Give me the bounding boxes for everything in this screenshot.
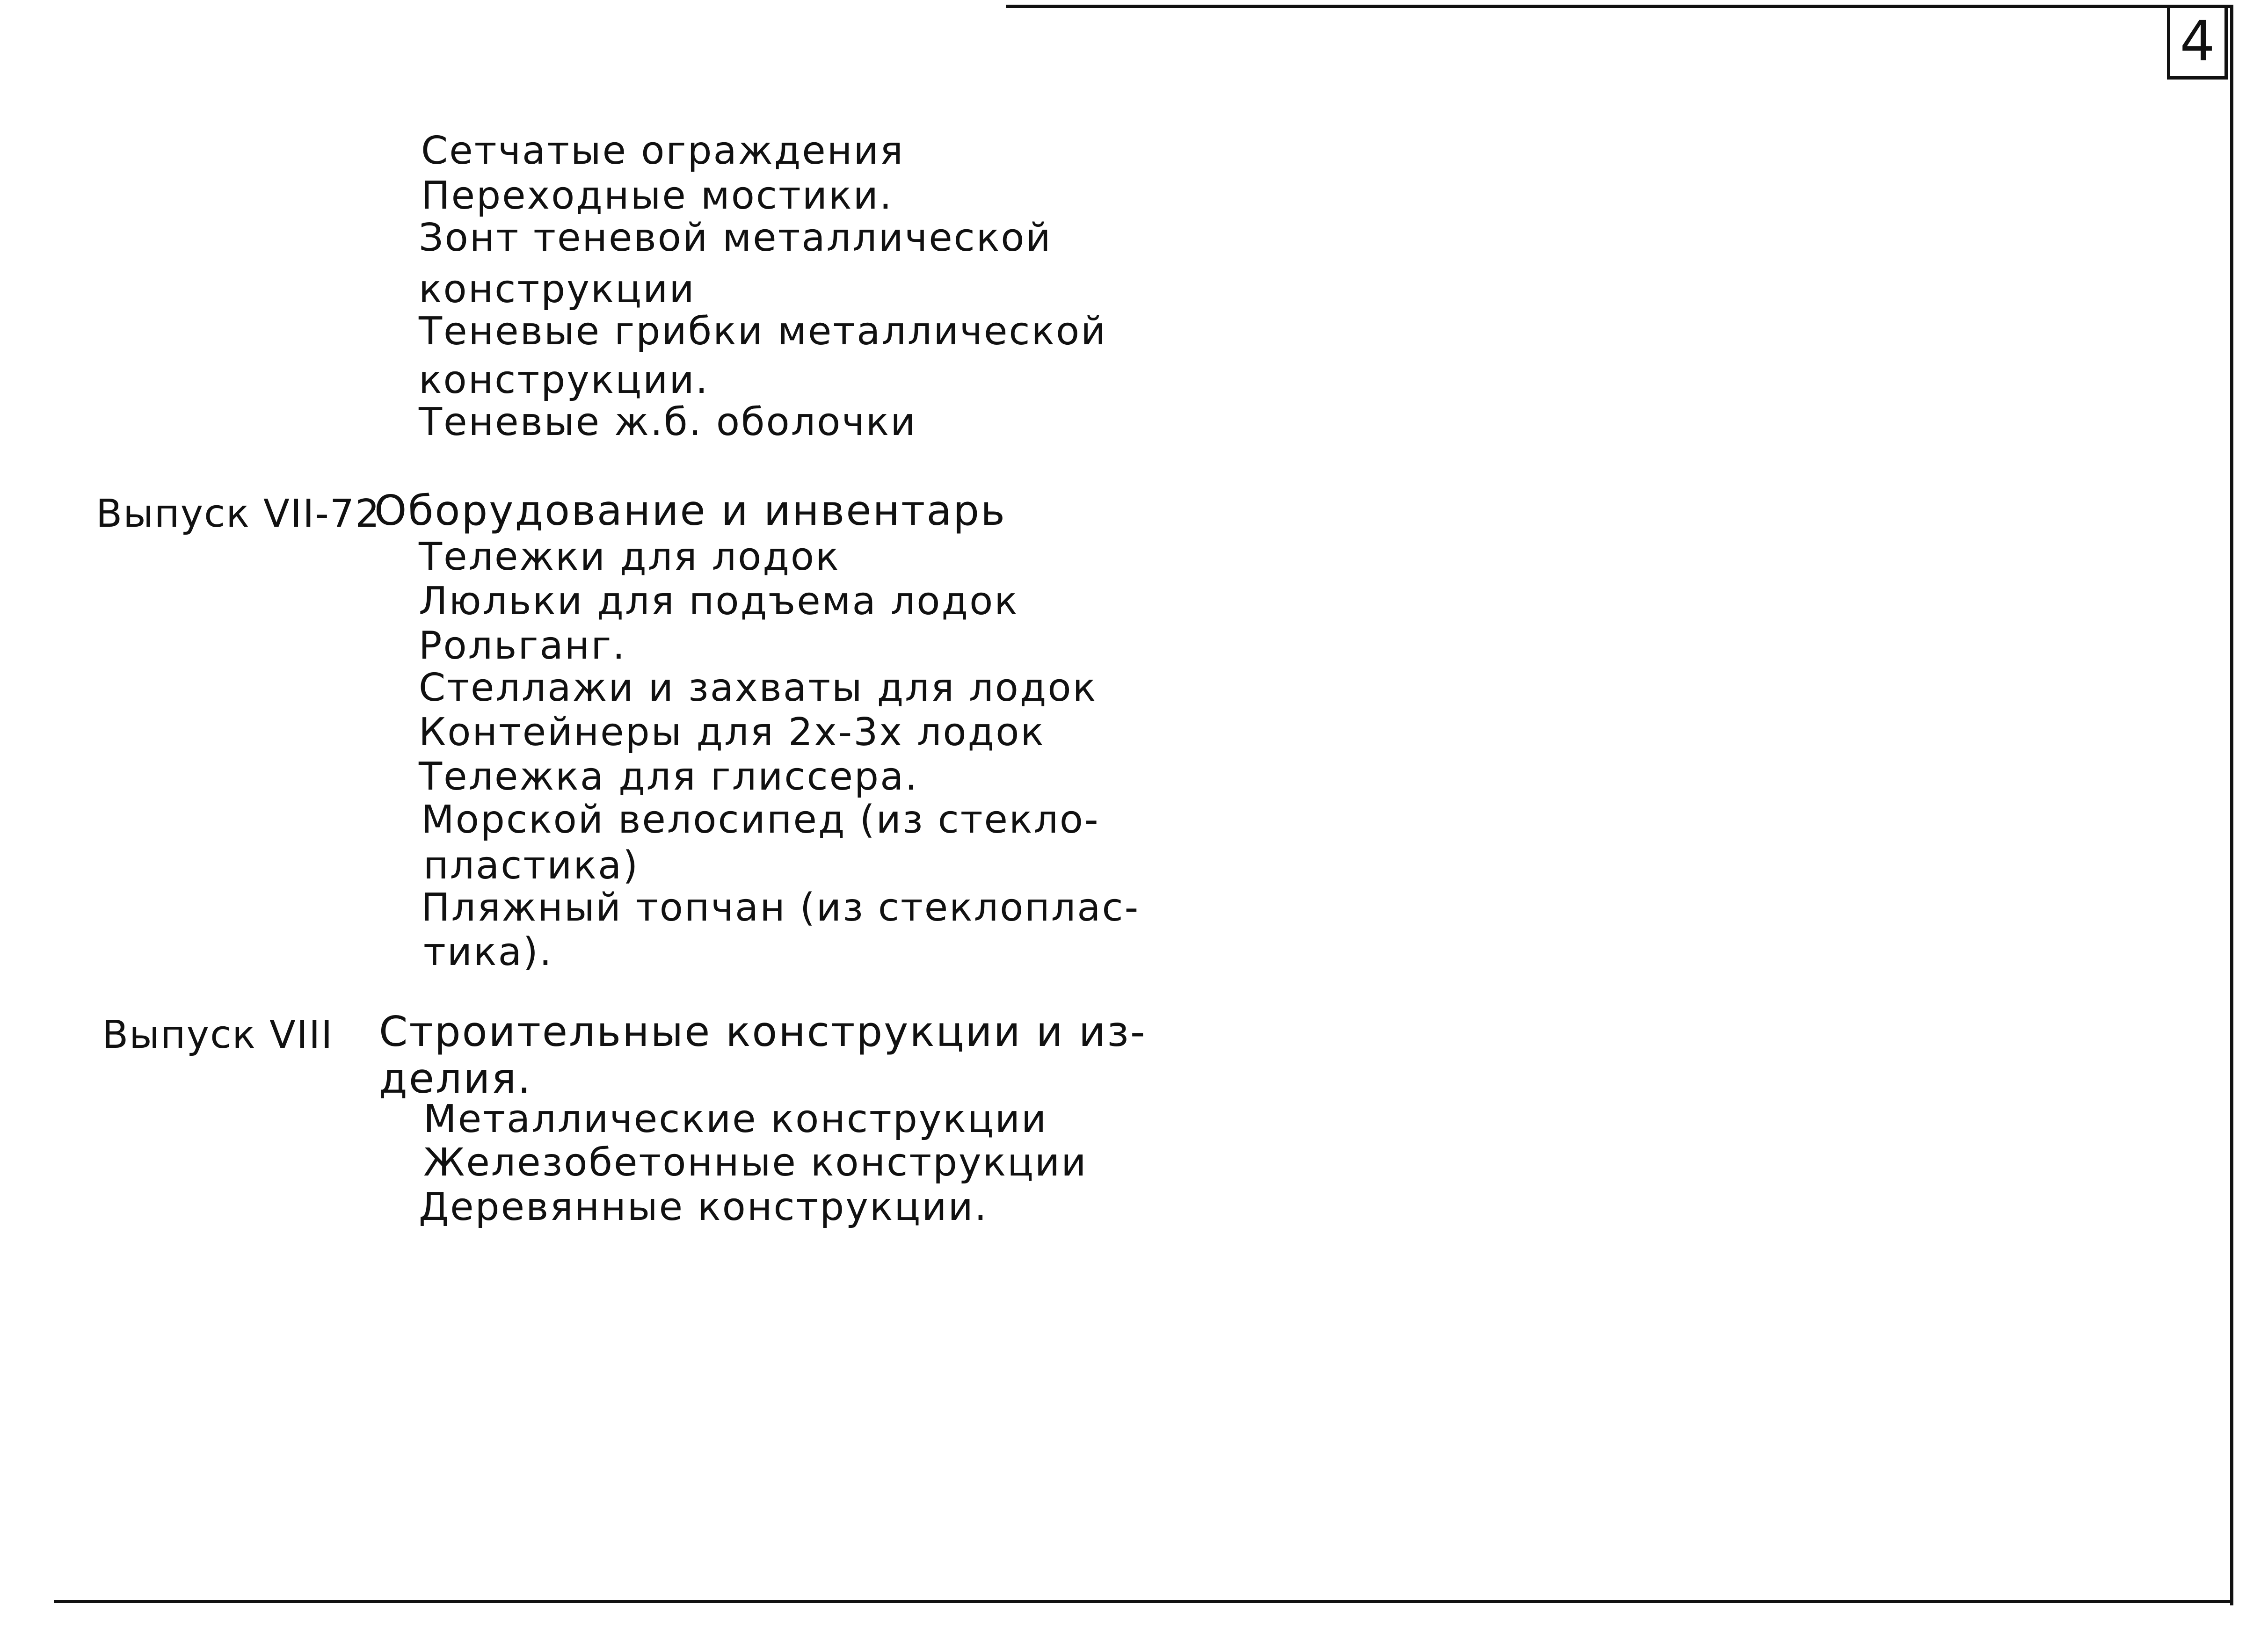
list-item: Тележка для глиссера. [419,755,919,799]
section-label: Выпуск VIII [102,1013,334,1057]
list-item: Теневые грибки металлической [419,309,1107,354]
right-border-line [2230,5,2233,1605]
top-border-line [1006,5,2233,8]
list-item: Переходные мостики. [421,174,893,218]
section-title-continuation: делия. [379,1054,532,1103]
list-item: Стеллажи и захваты для лодок [419,666,1098,710]
list-item: Теневые ж.б. оболочки [419,400,917,444]
section-title: Оборудование и инвентарь [374,486,1006,535]
list-item: Тележки для лодок [419,535,840,579]
list-item: Рольганг. [419,624,626,668]
list-item: Металлические конструкции [423,1097,1048,1141]
list-item: Зонт теневой металлической [419,216,1052,260]
list-item: Сетчатые ограждения [421,129,904,173]
section-label: Выпуск VII-72 [96,492,381,536]
page-number: 4 [2167,6,2228,80]
list-item: конструкции. [419,358,709,402]
list-item: Пляжный топчан (из стеклоплас- [421,885,1140,930]
list-item: Железобетонные конструкции [423,1140,1088,1185]
list-item: Морской велосипед (из стекло- [421,798,1100,842]
list-item: Люльки для подъема лодок [419,579,1019,624]
bottom-border-line [54,1600,2233,1603]
list-item: Контейнеры для 2х-3х лодок [419,710,1045,755]
list-item: тика). [423,930,553,974]
list-item: конструкции [419,267,696,312]
list-item: Деревянные конструкции. [419,1185,988,1229]
list-item: пластика) [423,843,640,888]
section-title: Строительные конструкции и из- [379,1008,1147,1056]
